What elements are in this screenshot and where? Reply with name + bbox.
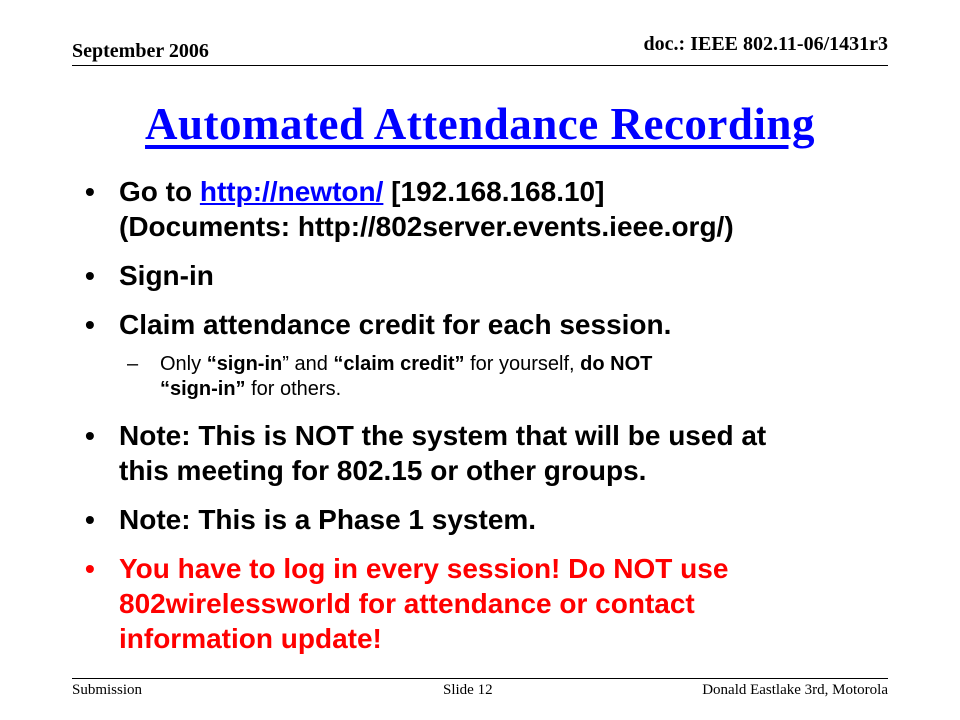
slide-body	[85, 174, 885, 670]
header-doc-id: doc.: IEEE 802.11-06/1431r3	[643, 33, 888, 55]
bullet-warning-log-in	[85, 551, 885, 656]
sub-text-4: “claim credit”	[333, 353, 465, 375]
warning-text-line2: 802wirelessworld for attendance or contact	[119, 588, 695, 619]
bullet-dot: •	[85, 176, 95, 207]
bullet-claim-credit	[85, 307, 885, 342]
header-divider	[72, 65, 888, 66]
bullet-sign-in	[85, 258, 885, 293]
bullet-note-not-system	[85, 418, 885, 488]
bullet-dot: •	[85, 504, 95, 535]
bullet-note-phase1	[85, 502, 885, 537]
sub-text-7: “sign-in”	[160, 378, 246, 400]
header-date: September 2006	[72, 40, 209, 62]
sub-text-3: ” and	[282, 353, 334, 375]
slide-title: Automated Attendance Recording	[145, 99, 815, 149]
bullet-go-to	[85, 174, 885, 244]
bullet-text-documents: (Documents: http://802server.events.ieee.org/)	[119, 211, 734, 242]
newton-link[interactable]: http://newton/	[199, 176, 384, 207]
warning-text-line1: You have to log in every session! Do NOT use	[119, 553, 729, 584]
bullet-text: Claim attendance credit for each session.	[119, 309, 672, 340]
footer-submission: Submission	[72, 682, 143, 698]
bullet-dot: •	[85, 260, 95, 291]
bullet-text-prefix: Go to	[119, 176, 200, 207]
bullet-text: Note: This is a Phase 1 system.	[119, 504, 537, 535]
sub-text-2: “sign-in	[206, 353, 283, 375]
bullet-text-line1: Note: This is NOT the system that will be used at	[119, 420, 767, 451]
sub-text-6: do NOT	[580, 353, 653, 375]
sub-text-1: Only	[160, 353, 207, 375]
bullet-text: Sign-in	[119, 260, 214, 291]
bullet-dot: •	[85, 309, 95, 340]
warning-text-line3: information update!	[119, 623, 382, 654]
sub-bullet-dash: –	[127, 353, 139, 375]
bullet-dot: •	[85, 420, 95, 451]
sub-text-8: for others.	[245, 378, 342, 400]
bullet-text-ip: [192.168.168.10]	[383, 176, 605, 207]
bullet-text-line2: this meeting for 802.15 or other groups.	[119, 455, 647, 486]
sub-bullet-only-yourself	[85, 352, 885, 402]
footer-slide-number: Slide 12	[443, 682, 493, 698]
footer-divider	[72, 678, 888, 679]
bullet-dot: •	[85, 553, 95, 584]
sub-text-5: for yourself,	[464, 353, 581, 375]
footer-author: Donald Eastlake 3rd, Motorola	[702, 682, 888, 698]
